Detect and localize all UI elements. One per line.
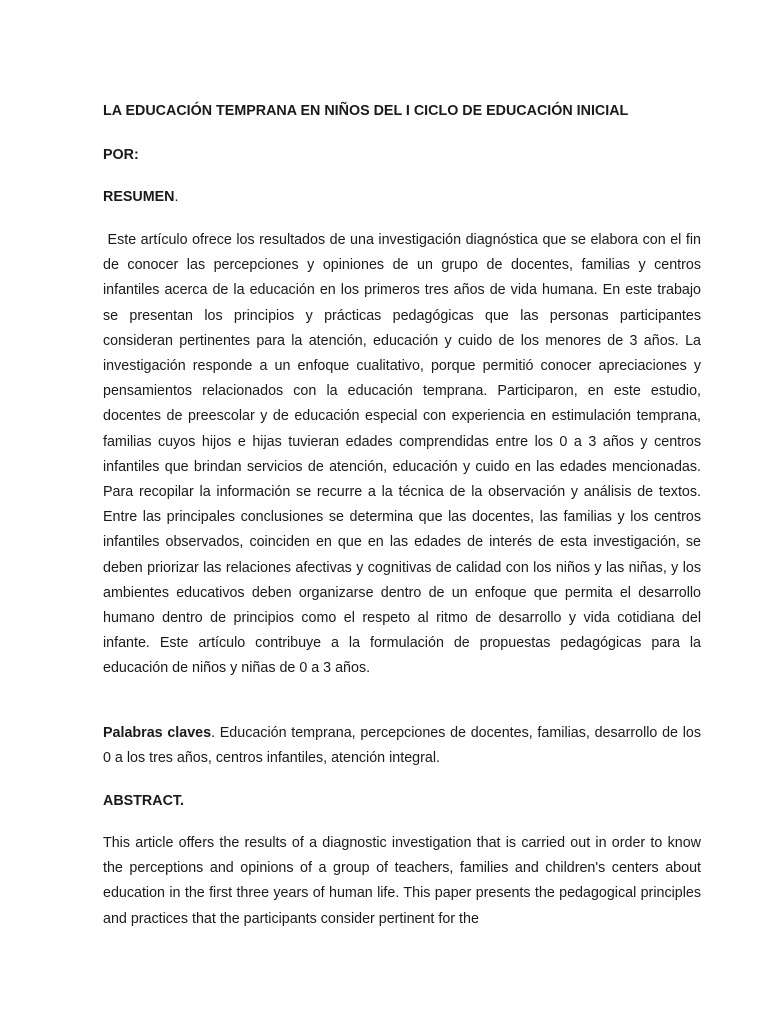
keywords-paragraph xyxy=(103,721,701,771)
abstract-paragraph: This article offers the results of a diagnostic investigation that is carried out in order to know the perceptions and opinions of a group of teachers, families and children's centers about education in the first three years of human life. This paper presents the pedagogical principles and practices that the participants consider pertinent for the xyxy=(103,835,701,927)
document-title: LA EDUCACIÓN TEMPRANA EN NIÑOS DEL I CICLO DE EDUCACIÓN INICIAL xyxy=(103,103,629,119)
resumen-paragraph: Este artículo ofrece los resultados de una investigación diagnóstica que se elabora con el fin de conocer las percepciones y opiniones de un grupo de docentes, familias y centros infantiles acerca de la educación en los primeros tres años de vida humana. En este trabajo se presentan los principios y prácticas pedagógicas que las personas participantes consideran pertinentes para la atención, educación y cuido de los menores de 3 años. La investigación responde a un enfoque cualitativo, porque permitió conocer apreciaciones y pensamientos relacionados con la educación temprana. Participaron, en este estudio, docentes de preescolar y de educación especial con experiencia en estimulación temprana, familias cuyos hijos e hijas tuvieran edades comprendidas entre los 0 a 3 años y centros infantiles que brindan servicios de atención, educación y cuido en las edades mencionadas. Para recopilar la información se recurre a la técnica de la observación y análisis de textos. Entre las principales conclusiones se determina que las docentes, las familias y los centros infantiles observados, coinciden en que en las edades de interés de esta investigación, se deben priorizar las relaciones afectivas y cognitivas de calidad con los niños y las niñas, y los ambientes educativos deben organizarse dentro de un enfoque que permita el desarrollo humano dentro de principios como el respeto al ritmo de desarrollo y vida cotidiana del infante. Este artículo contribuye a la formulación de propuestas pedagógicas para la educación de niños y niñas de 0 a 3 años. xyxy=(103,232,705,677)
resumen-heading-punct: . xyxy=(174,189,179,205)
abstract-heading: ABSTRACT. xyxy=(103,793,185,809)
resumen-heading xyxy=(103,189,178,205)
resumen-heading-text: RESUMEN xyxy=(103,189,175,205)
author-label: POR: xyxy=(103,147,139,163)
keywords-text: . Educación temprana, percepciones de docentes, familias, desarrollo de los 0 a los tres años, centros infantiles, atención integral. xyxy=(103,725,701,767)
keywords-label: Palabras claves xyxy=(103,725,212,741)
